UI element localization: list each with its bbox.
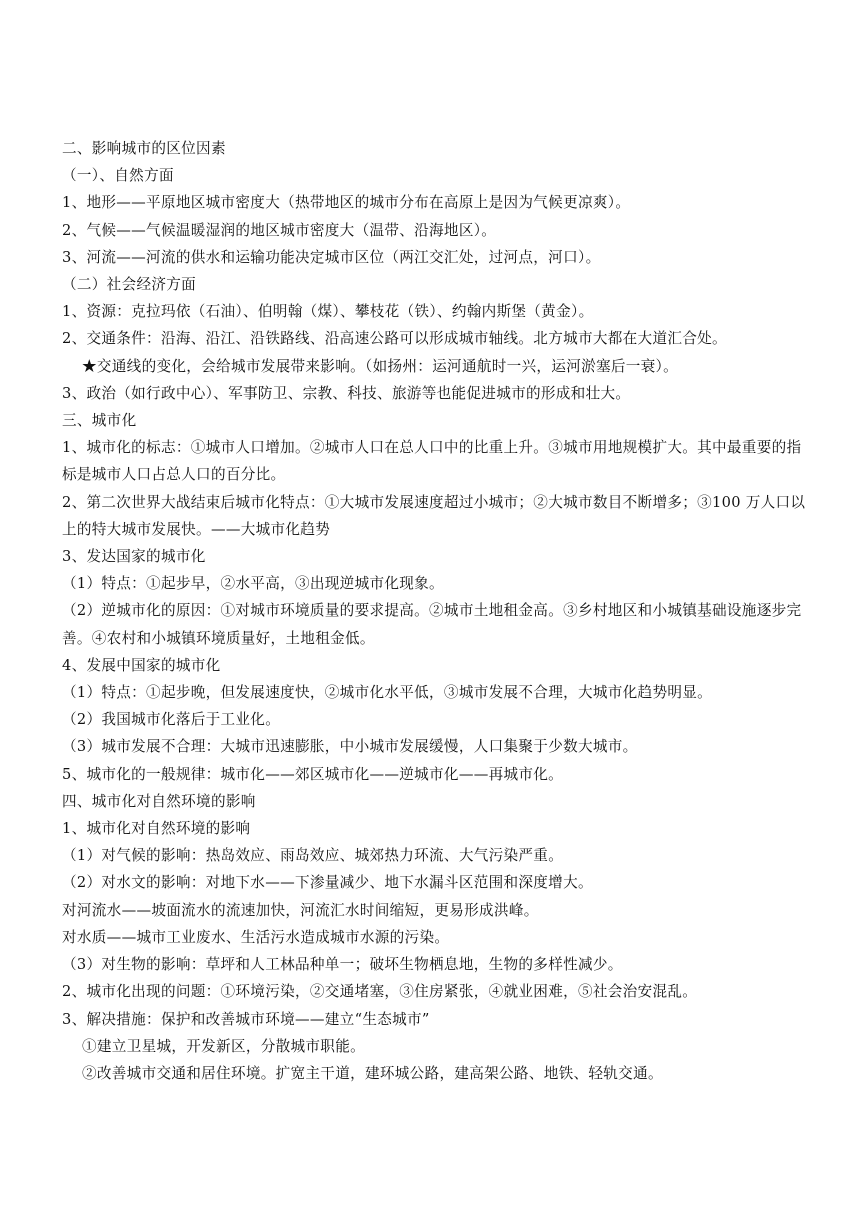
paragraph: 4、发展中国家的城市化 [62,656,221,674]
paragraph: 对河流水——坡面流水的流速加快，河流汇水时间缩短，更易形成洪峰。 [62,901,539,919]
paragraph: （1）特点：①起步晚，但发展速度快，②城市化水平低，③城市发展不合理，大城市化趋势明显。 [62,684,713,702]
paragraph: 1、资源：克拉玛依（石油）、伯明翰（煤）、攀枝花（铁）、约翰内斯堡（黄金）。 [62,303,594,321]
paragraph: （3）对生物的影响：草坪和人工林品种单一；破坏生物栖息地，生物的多样性减少。 [62,956,623,974]
paragraph: 2、第二次世界大战结束后城市化特点：①大城市发展速度超过小城市；②大城市数目不断增多；③100 万人口以上的特大城市发展快。——大城市化趋势 [62,493,806,538]
paragraph: （2）逆城市化的原因：①对城市环境质量的要求提高。②城市土地租金高。③乡村地区和小城镇基础设施逐步完善。④农村和小城镇环境质量好，土地租金低。 [62,602,802,647]
paragraph: 对水质——城市工业废水、生活污水造成城市水源的污染。 [62,928,450,946]
subsection-heading: （二）社会经济方面 [62,276,197,294]
paragraph: 1、城市化对自然环境的影响 [62,820,251,838]
paragraph: 1、地形——平原地区城市密度大（热带地区的城市分布在高原上是因为气候更凉爽）。 [62,194,631,212]
document-body [62,135,808,1087]
paragraph: 3、政治（如行政中心）、军事防卫、宗教、科技、旅游等也能促进城市的形成和壮大。 [62,384,631,402]
section-heading: 三、城市化 [62,412,137,430]
paragraph: ①建立卫星城，开发新区，分散城市职能。 [82,1037,365,1055]
section-heading: 四、城市化对自然环境的影响 [62,792,256,810]
paragraph: 2、气候——气候温暖湿润的地区城市密度大（温带、沿海地区）。 [62,221,497,239]
paragraph: 3、解决措施：保护和改善城市环境——建立“生态城市” [62,1010,430,1028]
paragraph: ★交通线的变化，会给城市发展带来影响。（如扬州：运河通航时一兴，运河淤塞后一衰）。 [82,357,679,375]
paragraph: 2、城市化出现的问题：①环境污染，②交通堵塞，③住房紧张，④就业困难，⑤社会治安混乱。 [62,983,698,1001]
section-heading: 二、影响城市的区位因素 [62,140,226,157]
paragraph: 3、河流——河流的供水和运输功能决定城市区位（两江交汇处，过河点，河口）。 [62,248,601,266]
subsection-heading: （一）、自然方面 [62,167,174,185]
paragraph: 2、交通条件：沿海、沿江、沿铁路线、沿高速公路可以形成城市轴线。北方城市大都在大道汇合处。 [62,330,727,348]
paragraph: 5、城市化的一般规律：城市化——郊区城市化——逆城市化——再城市化。 [62,765,564,783]
paragraph: （2）我国城市化落后于工业化。 [62,711,281,729]
paragraph: 3、发达国家的城市化 [62,548,206,566]
paragraph: （2）对水文的影响：对地下水——下渗量减少、地下水漏斗区范围和深度增大。 [62,874,593,892]
paragraph: ②改善城市交通和居住环境。扩宽主干道，建环城公路，建高架公路、地铁、轻轨交通。 [82,1064,663,1082]
paragraph: 1、城市化的标志：①城市人口增加。②城市人口在总人口中的比重上升。③城市用地规模扩大。其中最重要的指标是城市人口占总人口的百分比。 [62,439,802,484]
paragraph: （1）特点：①起步早，②水平高，③出现逆城市化现象。 [62,575,444,593]
paragraph: （3）城市发展不合理：大城市迅速膨胀，中小城市发展缓慢，人口集聚于少数大城市。 [62,738,638,756]
paragraph: （1）对气候的影响：热岛效应、雨岛效应、城郊热力环流、大气污染严重。 [62,847,564,865]
